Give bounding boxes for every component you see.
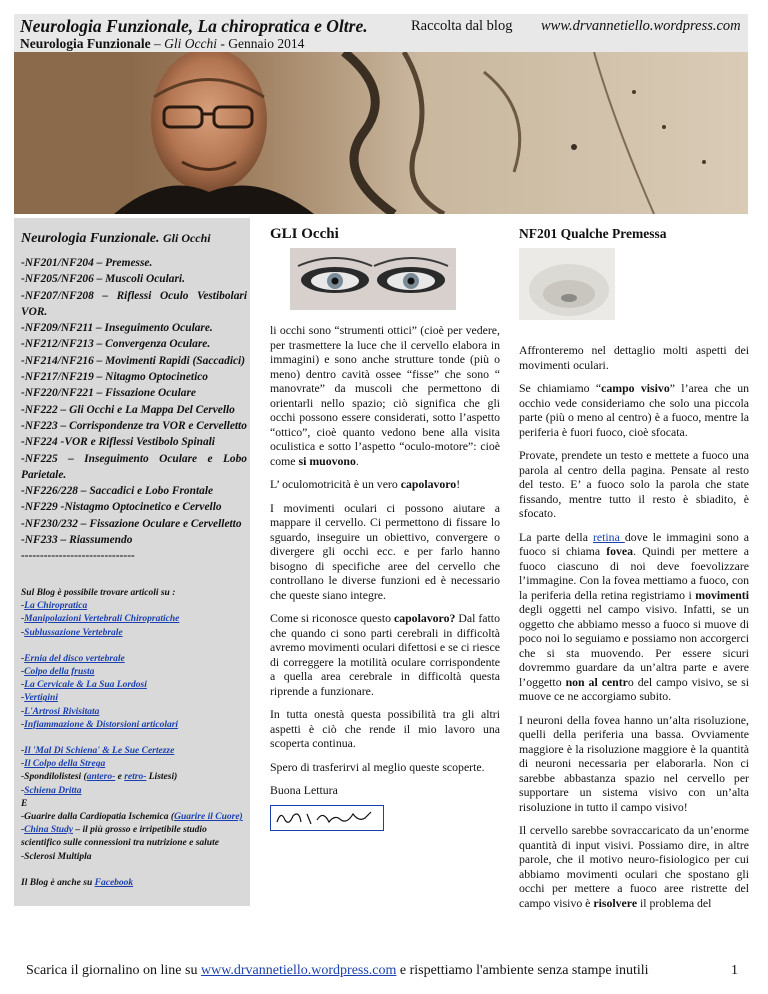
toc-item: -NF220/NF221 – Fissazione Oculare	[21, 387, 196, 400]
p2-bold: campo visivo	[601, 381, 670, 395]
link-facebook[interactable]: Facebook	[94, 877, 134, 888]
toc-list	[21, 255, 247, 565]
p1-end: .	[355, 453, 359, 468]
page-number: 1	[731, 963, 738, 978]
p4-end: Dal fatto che quando ci sono parti cerebrali in difficoltà avremo movimenti oculari difettosi e se ci riesce di correggere la motilità oculare corrispondente a quella area cerebrale in difficoltà questa riprende a funzionare.	[270, 611, 500, 698]
link-row: -Sublussazione Vertebrale	[21, 627, 123, 638]
link-row: -Spondilolistesi (antero- e retro- Listesi)	[21, 772, 178, 783]
link-row: -Schiena Dritta	[21, 785, 82, 796]
paragraph: Provate, prendete un testo e mettete a fuoco una parola al centro della pagina. Pensate al resto del testo. E’ a fuoco solo la parola che state fissando, mentre tutto il resto è sbiadito, è sfocato.	[519, 448, 749, 520]
p2-text: L’ oculomotricità è un vero	[270, 477, 401, 491]
link-antero[interactable]: antero-	[86, 772, 116, 783]
subtitle-dash: –	[150, 36, 165, 51]
paragraph	[519, 823, 749, 910]
link-row: -Colpo della frusta	[21, 667, 95, 678]
p6-end: il problema del	[637, 895, 712, 910]
link-row: -Ernia del disco vertebrale	[21, 653, 125, 664]
header-subtitle	[20, 36, 304, 52]
p6-bold: risolvere	[593, 895, 638, 910]
spondilo-and: e	[115, 772, 125, 783]
toc-separator: ------------------------------	[21, 550, 135, 563]
subtitle-date: - Gennaio 2014	[217, 36, 305, 51]
blog-intro: Sul Blog è possibile trovare articoli su :	[21, 588, 176, 598]
paragraph: In tutta onestà questa possibilità tra gli altri aspetti è ciò che rende il mio lavoro una scoperta continua.	[270, 707, 500, 750]
p4-movimenti: movimenti	[695, 587, 749, 602]
link-artrosi[interactable]: L'Artrosi Rivisitata	[24, 706, 100, 717]
toc-item: -NF226/228 – Saccadici e Lobo Frontale	[21, 485, 214, 498]
link-colpo-strega[interactable]: Il Colpo della Strega	[24, 759, 106, 770]
subtitle-italic: Gli Occhi	[164, 36, 218, 51]
link-row: -Il Colpo della Strega	[21, 759, 106, 770]
link-ernia[interactable]: Ernia del disco vertebrale	[24, 653, 125, 664]
toc-item: -NF214/NF216 – Movimenti Rapidi (Saccadici)	[21, 354, 246, 367]
p4-end: o del campo visivo, se si muove ce ne accorgiamo subito.	[519, 674, 749, 703]
link-row: -Vertigini	[21, 693, 58, 704]
paragraph: I movimenti oculari ci possono aiutare a mappare il cervello. Ci permettono di fissare lo sguardo, inseguire un obiettivo, convergere o divergere gli occhi ecc. e per farlo hanno bisogno di specifiche aree del cervello che controllano le diverse funzioni ed è necessario che queste siano integre.	[270, 500, 500, 602]
toc-item: -NF222 – Gli Occhi e La Mappa Del Cervello	[21, 403, 235, 416]
p4-non-centr: non al centr	[565, 674, 628, 689]
header-title: Neurologia Funzionale, La chiropratica e Oltre.	[20, 16, 368, 36]
cardio-text: Guarire dalla Cardiopatia Ischemica (	[24, 812, 175, 823]
link-guarire-cuore[interactable]: Guarire il Cuore)	[174, 812, 243, 823]
toc-item: -NF205/NF206 – Muscoli Oculari.	[21, 273, 185, 286]
sidebar	[14, 218, 250, 906]
sidebar-title-text: Neurologia Funzionale.	[21, 231, 160, 246]
link-row: -Manipolazioni Vertebrali Chiropratiche	[21, 614, 180, 625]
link-sublussazione[interactable]: Sublussazione Vertebrale	[24, 627, 123, 638]
link-cervicale[interactable]: La Cervicale & La Sua Lordosi	[24, 680, 147, 691]
toc-item: -NF224 -VOR e Riflessi Vestibolo Spinali	[21, 436, 215, 449]
toc-item: -NF217/NF219 – Nitagmo Optocinetico	[21, 371, 208, 384]
eyes-image	[290, 248, 456, 310]
toc-item: -NF207/NF208 – Riflessi Oculo Vestibolari VOR.	[21, 289, 247, 318]
link-schiena-dritta[interactable]: Schiena Dritta	[24, 785, 82, 796]
signature[interactable]	[270, 805, 384, 831]
link-row: -La Chiropratica	[21, 601, 88, 612]
link-retina[interactable]: retina	[592, 529, 625, 544]
footer-post: e rispettiamo l'ambiente senza stampe inutili	[396, 963, 649, 978]
sclerosi-text: -Sclerosi Multipla	[21, 851, 92, 862]
link-vertigini[interactable]: Vertigini	[24, 693, 58, 704]
p4-text: La parte della	[519, 529, 593, 544]
toc-item: -NF230/232 – Fissazione Oculare e Cervelletto	[21, 517, 242, 530]
p1-text: li occhi sono “strumenti ottici” (cioè per vedere, per trasmettere la luce che il cervello elabora in immagini) e sono anche strutture tonde (più o meno) dentro cavità ossee “fisse” che sono “ manovrate” da muscoli che permettono di orientarli nello spazio; ciò significa che gli occhi possono essere considerati, sotto l’aspetto “ottico”, cioè quanto vedono bene alla visita oculistica e sotto l’aspetto “oculo-motore”: cioè come	[270, 323, 500, 468]
paragraph	[519, 530, 749, 704]
sink-artwork	[519, 248, 615, 320]
paragraph	[270, 611, 500, 698]
sidebar-title-small: Gli Occhi	[162, 231, 211, 245]
link-mal-di-schiena[interactable]: Il 'Mal Di Schiena' & Le Sue Certezze	[24, 746, 175, 757]
toc-item: -NF229 -Nistagmo Optocinetico e Cervello	[21, 501, 222, 514]
eyes-artwork	[290, 248, 456, 310]
sclerosi-label: Sclerosi Multipla	[24, 851, 92, 862]
p4-fovea: fovea	[606, 544, 634, 558]
link-row: -Il 'Mal Di Schiena' & Le Sue Certezze	[21, 746, 175, 757]
toc-item: -NF233 – Riassumendo	[21, 534, 133, 547]
link-chiropratica[interactable]: La Chiropratica	[24, 601, 88, 612]
heading-gli-occhi: GLI Occhi	[270, 226, 339, 242]
paragraph: Spero di trasferirvi al meglio queste scoperte.	[270, 759, 485, 774]
p2-text: Se chiamiamo “	[519, 381, 602, 395]
p4-text4: degli oggetti nel campo visivo. Infatti, se un oggetto che abbiamo messo a fuoco si muove di poco noi lo seguiamo e possiamo non accorgerci che si sta muovendo. Per essere sicuri dovremmo guardare da un’altra parte e avere l’oggetto	[519, 602, 749, 689]
link-infiammazione[interactable]: Infiammazione & Distorsioni articolari	[24, 719, 179, 730]
header-bar	[14, 14, 748, 52]
footer-link[interactable]: www.drvannetiello.wordpress.com	[200, 963, 397, 978]
toc-item: -NF209/NF211 – Inseguimento Oculare.	[21, 322, 213, 335]
p1-bold: si muovono	[298, 453, 356, 468]
header-raccolta: Raccolta dal blog	[411, 18, 513, 34]
p4-bold: capolavoro?	[393, 611, 456, 625]
paragraph: Buona Lettura	[270, 783, 338, 797]
banner-image	[14, 52, 748, 214]
sink-image	[519, 248, 615, 320]
link-retro[interactable]: retro-	[124, 772, 147, 783]
china-study-desc: – il più grosso e irripetibile studio scientifico sulle connessioni tra nutrizione e salute	[21, 825, 219, 849]
facebook-row	[21, 877, 247, 890]
link-china-study[interactable]: China Study	[24, 825, 74, 836]
sidebar-title	[21, 231, 211, 247]
spondilo-end: Listesi)	[146, 772, 178, 783]
p6-text: Il cervello sarebbe sovraccaricato da un’enorme quantità di input visivi. Possiamo dire, in altre parole, che il motivo neuro-fisiologico per cui abbiamo movimenti oculari che spostano gli occhi per mettere a fuoco aree ristrette del campo visivo è	[519, 823, 749, 910]
banner-artwork	[14, 52, 748, 214]
link-row: -Guarire dalla Cardiopatia Ischemica (Guarire il Cuore)	[21, 812, 243, 823]
paragraph	[519, 381, 749, 439]
signature-artwork	[271, 806, 383, 830]
blog-links	[21, 587, 247, 890]
link-row: -L'Artrosi Rivisitata	[21, 706, 100, 717]
paragraph	[270, 323, 500, 468]
link-colpo-frusta[interactable]: Colpo della frusta	[24, 667, 95, 678]
paragraph	[270, 477, 500, 492]
toc-item: -NF225 – Inseguimento Oculare e Lobo Parietale.	[21, 452, 247, 481]
p2-bold: capolavoro	[400, 477, 457, 491]
paragraph: I neuroni della fovea hanno un’alta risoluzione, quelli della periferia una bassa. Ovviamente maggiore è la risoluzione maggiore è la quantità di neuroni necessaria per elaborarla. Non ci sarebbe abbastanza spazio nel cervello per supportare un sistema visivo con un’alta risoluzione in tutto il campo visivo!	[519, 712, 749, 814]
p4-text2: dove le immagini sono a fuoco si chiama	[519, 529, 749, 558]
link-row: -Infiammazione & Distorsioni articolari	[21, 719, 179, 730]
subtitle-bold: Neurologia Funzionale	[20, 36, 151, 51]
toc-item: -NF223 – Corrispondenze tra VOR e Cervelletto	[21, 419, 247, 432]
spondilo-text: Spondilolistesi (	[24, 772, 87, 783]
link-row: -China Study – il più grosso e irripetibile studio scientifico sulle connessioni tra nutrizione e salute	[21, 825, 219, 849]
toc-item: -NF201/NF204 – Premesse.	[21, 257, 153, 269]
p2-end: ” l’area che un occhio vede consideriamo che solo una piccola parte (più o meno al centro) è a fuoco, mentre la periferia è fuori fuoco, cioè sfocata.	[519, 381, 749, 439]
link-manipolazioni[interactable]: Manipolazioni Vertebrali Chiropratiche	[24, 614, 180, 625]
header-site: www.drvannetiello.wordpress.com	[541, 18, 741, 34]
fb-pre: Il Blog è anche su	[21, 877, 95, 888]
heading-nf201: NF201 Qualche Premessa	[519, 226, 667, 241]
paragraph: Affronteremo nel dettaglio molti aspetti dei movimenti oculari.	[519, 343, 749, 372]
p4-text: Come si riconosce questo	[270, 611, 394, 625]
p4-text3: . Quindi per mettere a fuoco ciascuno di noi deve foevolizzare l’immagine. Con la fovea mettiamo a fuoco, con la periferia della retina registriamo i	[519, 544, 750, 602]
footer	[26, 963, 756, 979]
e-text: E	[21, 798, 28, 809]
link-row: -La Cervicale & La Sua Lordosi	[21, 680, 147, 691]
toc-item: -NF212/NF213 – Convergenza Oculare.	[21, 338, 211, 351]
p2-end: !	[456, 477, 461, 491]
footer-pre: Scarica il giornalino on line su	[26, 963, 201, 978]
